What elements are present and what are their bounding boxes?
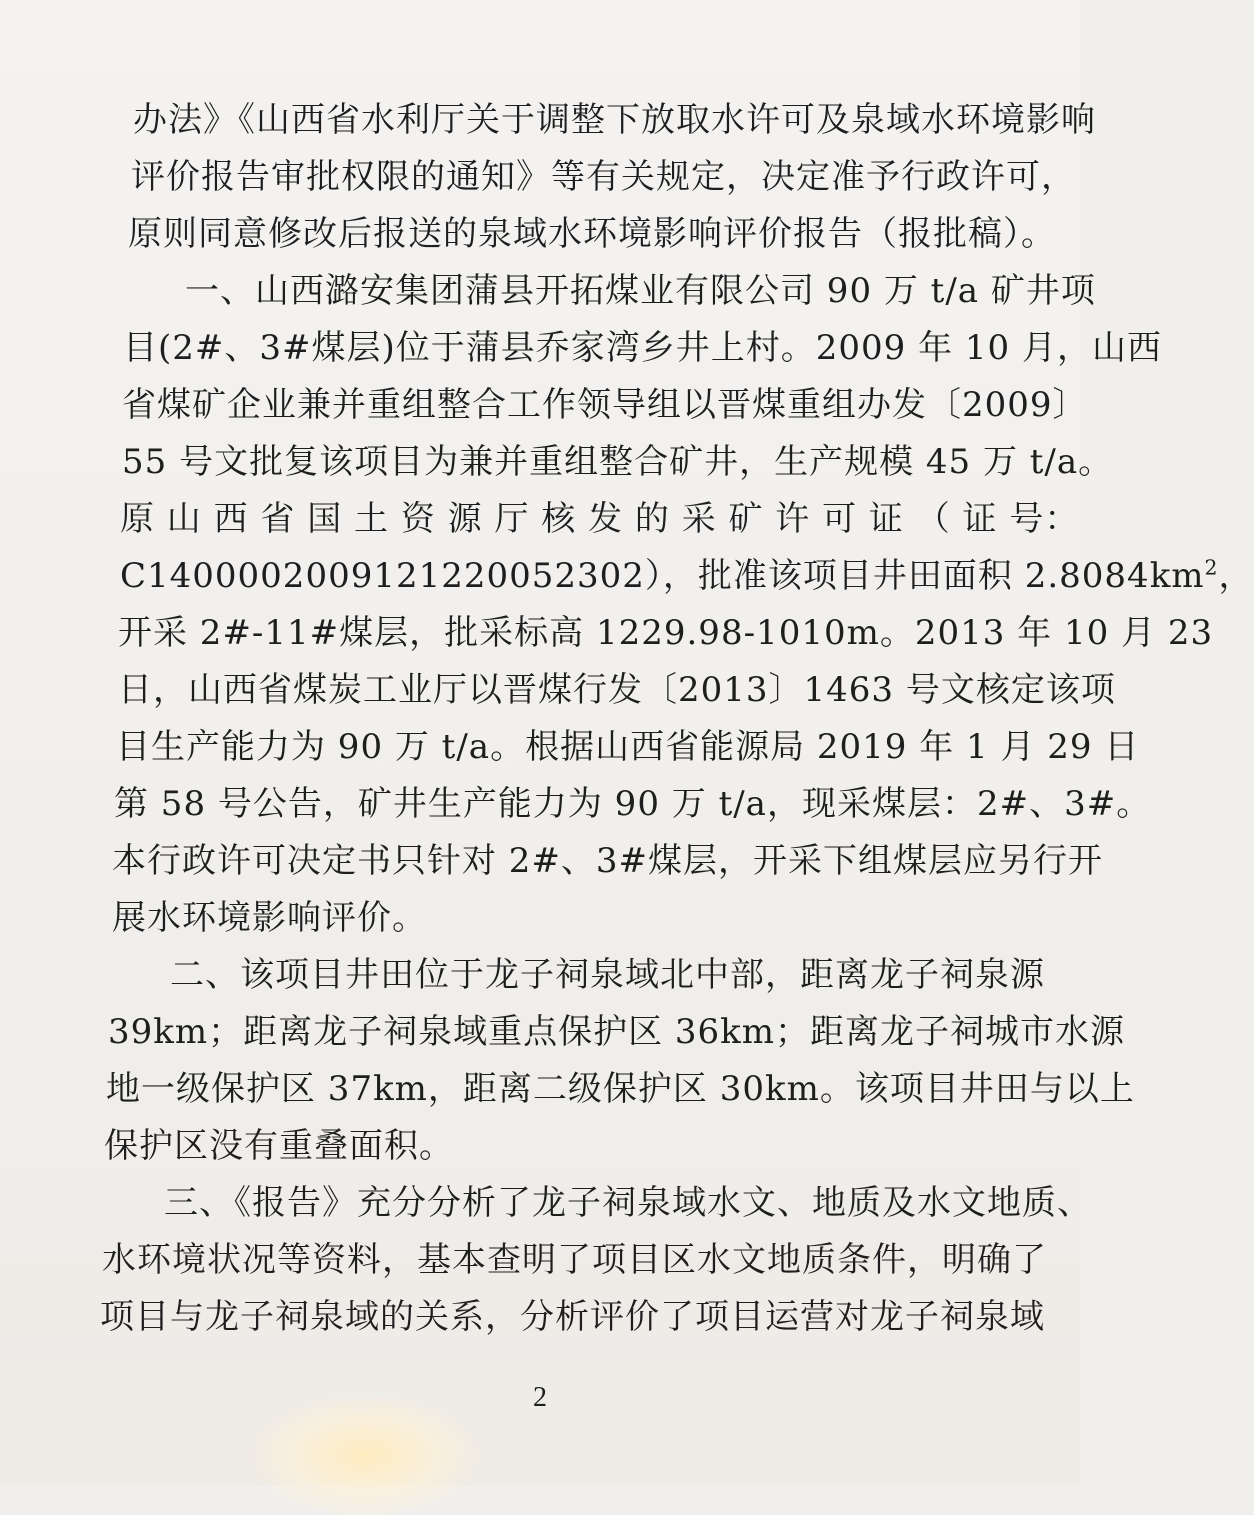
text-line: 省煤矿企业兼并重组整合工作领导组以晋煤重组办发〔2009〕 <box>122 385 1088 425</box>
text-line: 三、《报告》充分分析了龙子祠泉域水文、地质及水文地质、 <box>164 1183 1092 1223</box>
text-line: 地一级保护区 37km，距离二级保护区 30km。该项目井田与以上 <box>106 1069 1135 1109</box>
text-line: 第 58 号公告，矿井生产能力为 90 万 t/a，现采煤层：2#、3#。 <box>114 784 1152 824</box>
text-line: 55 号文批复该项目为兼并重组整合矿井，生产规模 45 万 t/a。 <box>122 442 1114 482</box>
text-line-segment: C1400002009121220052302），批准该项目井田面积 2.8084km <box>120 556 1205 596</box>
text-line: 开采 2#-11#煤层，批采标高 1229.98-1010m。2013 年 10 月 23 <box>118 613 1214 653</box>
text-line: 目(2#、3#煤层)位于蒲县乔家湾乡井上村。2009 年 10 月，山西 <box>123 328 1162 368</box>
text-line: 日，山西省煤炭工业厅以晋煤行发〔2013〕1463 号文核定该项 <box>118 670 1116 710</box>
text-line: 二、该项目井田位于龙子祠泉域北中部，距离龙子祠泉源 <box>170 955 1045 995</box>
text-line: 评价报告审批权限的通知》等有关规定，决定准予行政许可， <box>131 157 1076 197</box>
text-line: 原 山 西 省 国 土 资 源 厅 核 发 的 采 矿 许 可 证 （ 证 号： <box>120 499 1080 539</box>
text-line: 水环境状况等资料，基本查明了项目区水文地质条件，明确了 <box>102 1240 1047 1280</box>
superscript-2: 2 <box>1204 555 1219 580</box>
text-line: 一、山西潞安集团蒲县开拓煤业有限公司 90 万 t/a 矿井项 <box>185 271 1096 311</box>
text-line: 保护区没有重叠面积。 <box>104 1126 454 1166</box>
text-line: 项目与龙子祠泉域的关系，分析评价了项目运营对龙子祠泉域 <box>100 1297 1045 1337</box>
text-line: 目生产能力为 90 万 t/a。根据山西省能源局 2019 年 1 月 29 日 <box>116 727 1140 767</box>
text-line: 39km；距离龙子祠泉域重点保护区 36km；距离龙子祠城市水源 <box>108 1012 1126 1052</box>
text-line: 本行政许可决定书只针对 2#、3#煤层，开采下组煤层应另行开 <box>112 841 1104 881</box>
text-line: 展水环境影响评价。 <box>112 898 427 938</box>
page-number: 2 <box>533 1382 547 1413</box>
text-line-segment: ， <box>1218 556 1254 596</box>
text-line: 办法》《山西省水利厅关于调整下放取水许可及泉域水环境影响 <box>133 100 1096 140</box>
text-line <box>120 556 1254 596</box>
text-line: 原则同意修改后报送的泉域水环境影响评价报告（报批稿）。 <box>128 214 1056 254</box>
